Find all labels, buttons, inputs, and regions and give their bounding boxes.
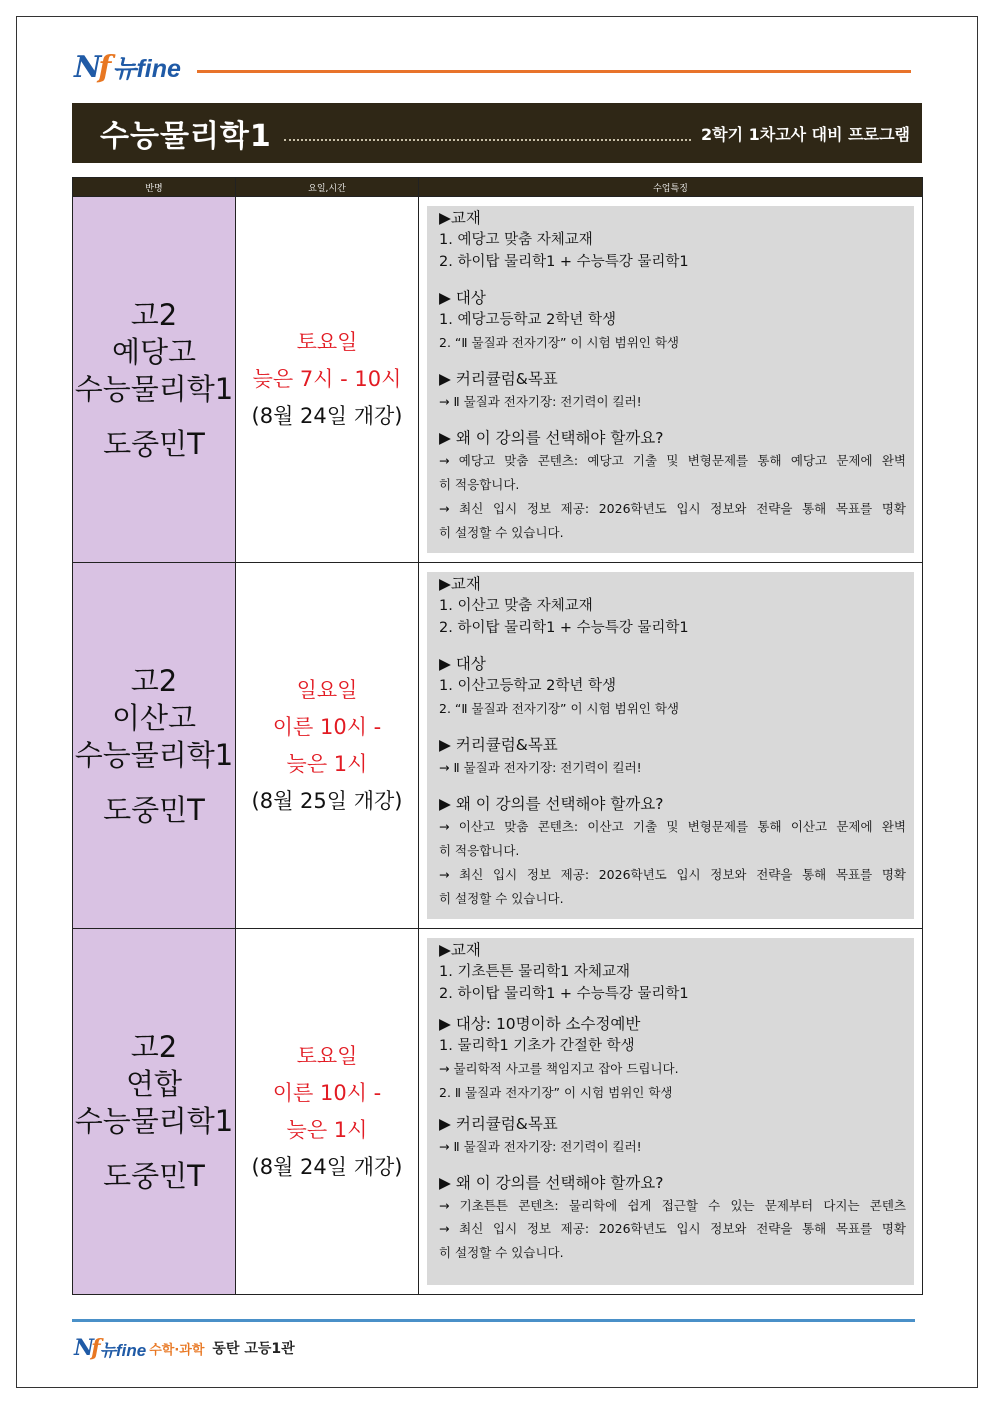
page-subtitle: 2학기 1차고사 대비 프로그램 [701,124,910,144]
target-item: 1. 예당고등학교 2학년 학생 [439,311,616,328]
features-cell [419,563,923,929]
target-item: 2. “Ⅱ 물질과 전자기장” 이 시험 범위인 학생 [439,700,679,716]
curriculum-text: → Ⅱ 물질과 전자기장: 전기력이 킬러! [439,759,642,775]
textbook-item: 1. 이산고 맞춤 자체교재 [439,597,593,614]
class-start: (8월 24일 개강) [251,404,403,428]
target-item: 1. 물리학1 기초가 간절한 학생 [439,1037,635,1054]
target-item: 2. “Ⅱ 물질과 전자기장” 이 시험 범위인 학생 [439,334,679,350]
header-divider [197,70,911,73]
textbook-item: 1. 기초튼튼 물리학1 자체교재 [439,963,630,980]
target-sub: → 물리학적 사고를 책임지고 잡아 드립니다. [439,1060,679,1076]
textbook-item: 1. 예당고 맞춤 자체교재 [439,231,593,248]
class-day: 토요일 [296,330,358,354]
why-text-cont: 히 설정할 수 있습니다. [439,1244,564,1260]
target-heading: ▶ 대상 [439,288,486,307]
class-grade: 고2 [130,663,178,698]
curriculum-text: → Ⅱ 물질과 전자기장: 전기력이 킬러! [439,1138,642,1154]
curriculum-heading: ▶ 커리큘럼&목표 [439,735,558,754]
target-heading: ▶ 대상: 10명이하 소수정예반 [439,1014,641,1033]
why-heading: ▶ 왜 이 강의를 선택해야 할까요? [439,428,664,447]
time-cell [236,929,419,1295]
class-grade: 고2 [130,297,178,332]
class-subject: 수능물리학1 [74,1103,234,1138]
why-text: → 이산고 맞춤 콘텐츠: 이산고 기출 및 변형문제를 통해 이산고 문제에 완벽 [439,818,906,834]
schedule-table [72,177,923,1295]
title-leader-dots [284,139,691,141]
why-text-cont: 히 설정할 수 있습니다. [439,524,564,540]
class-cell [73,563,236,929]
table-row [73,563,923,929]
features-cell [419,197,923,563]
class-day: 일요일 [296,677,358,702]
class-teacher: 도중민T [103,792,205,827]
class-time: 이른 10시 - [272,714,382,739]
title-bar [72,103,922,163]
why-heading: ▶ 왜 이 강의를 선택해야 할까요? [439,794,664,813]
why-text-cont: 히 설정할 수 있습니다. [439,890,564,906]
header-features: 수업특징 [419,178,923,197]
time-cell [236,197,419,563]
features-box [427,572,914,919]
textbook-heading: ▶교재 [439,574,481,593]
class-school: 이산고 [111,700,197,735]
class-time: 늦은 7시 - 10시 [252,367,402,391]
class-school: 예당고 [111,334,197,369]
footer-divider [72,1319,915,1322]
class-subject: 수능물리학1 [74,737,234,772]
class-time: 늦은 1시 [286,751,368,776]
textbook-heading: ▶교재 [439,940,481,959]
target-heading: ▶ 대상 [439,654,486,673]
time-cell [236,563,419,929]
why-text: → 기초튼튼 콘텐츠: 물리학에 쉽게 접근할 수 있는 문제부터 다지는 콘텐츠 [439,1197,906,1213]
class-start: (8월 25일 개강) [251,788,403,813]
why-text-cont: 히 적응합니다. [439,842,520,858]
footer-branch: 동탄 고등1관 [212,1341,295,1357]
textbook-item: 2. 하이탑 물리학1 + 수능특강 물리학1 [439,253,689,270]
footer-logo-icon: Nf [74,1335,98,1361]
why-text: → 최신 입시 정보 제공: 2026학년도 입시 정보와 전략을 통해 목표를 명확 [439,1220,906,1236]
footer-brand: 뉴fine [99,1340,147,1360]
textbook-item: 2. 하이탑 물리학1 + 수능특강 물리학1 [439,985,689,1002]
class-start: (8월 24일 개강) [251,1154,403,1179]
footer [74,1334,295,1362]
target-item: 1. 이산고등학교 2학년 학생 [439,677,616,694]
class-time: 이른 10시 - [272,1080,382,1105]
curriculum-heading: ▶ 커리큘럼&목표 [439,369,558,388]
class-day: 토요일 [296,1043,358,1068]
why-text-cont: 히 적응합니다. [439,476,520,492]
class-school: 연합 [125,1066,183,1101]
class-subject: 수능물리학1 [74,371,234,406]
curriculum-text: → Ⅱ 물질과 전자기장: 전기력이 킬러! [439,393,642,409]
logo-text: 뉴fine [112,55,181,83]
header-class: 반명 [73,178,236,197]
class-time: 늦은 1시 [286,1117,368,1142]
footer-subject: 수학·과학 [149,1342,205,1358]
features-cell [419,929,923,1295]
target-item: 2. Ⅱ 물질과 전자기장” 이 시험 범위인 학생 [439,1084,673,1100]
class-grade: 고2 [130,1029,178,1064]
class-cell [73,197,236,563]
table-header-row [73,178,923,197]
why-text: → 최신 입시 정보 제공: 2026학년도 입시 정보와 전략을 통해 목표를 명확 [439,866,906,882]
class-teacher: 도중민T [103,426,205,461]
table-row [73,197,923,563]
header-time: 요일,시간 [236,178,419,197]
logo-mark-icon: Nf [74,49,109,85]
features-box [427,938,914,1285]
brand-logo [74,50,181,84]
why-text: → 최신 입시 정보 제공: 2026학년도 입시 정보와 전략을 통해 목표를 명확 [439,500,906,516]
class-cell [73,929,236,1295]
page-title: 수능물리학1 [100,119,272,154]
why-heading: ▶ 왜 이 강의를 선택해야 할까요? [439,1173,664,1192]
class-teacher: 도중민T [103,1158,205,1193]
features-box [427,206,914,553]
curriculum-heading: ▶ 커리큘럼&목표 [439,1114,558,1133]
textbook-item: 2. 하이탑 물리학1 + 수능특강 물리학1 [439,619,689,636]
textbook-heading: ▶교재 [439,208,481,227]
table-row [73,929,923,1295]
why-text: → 예당고 맞춤 콘텐츠: 예당고 기출 및 변형문제를 통해 예당고 문제에 완벽 [439,452,906,468]
